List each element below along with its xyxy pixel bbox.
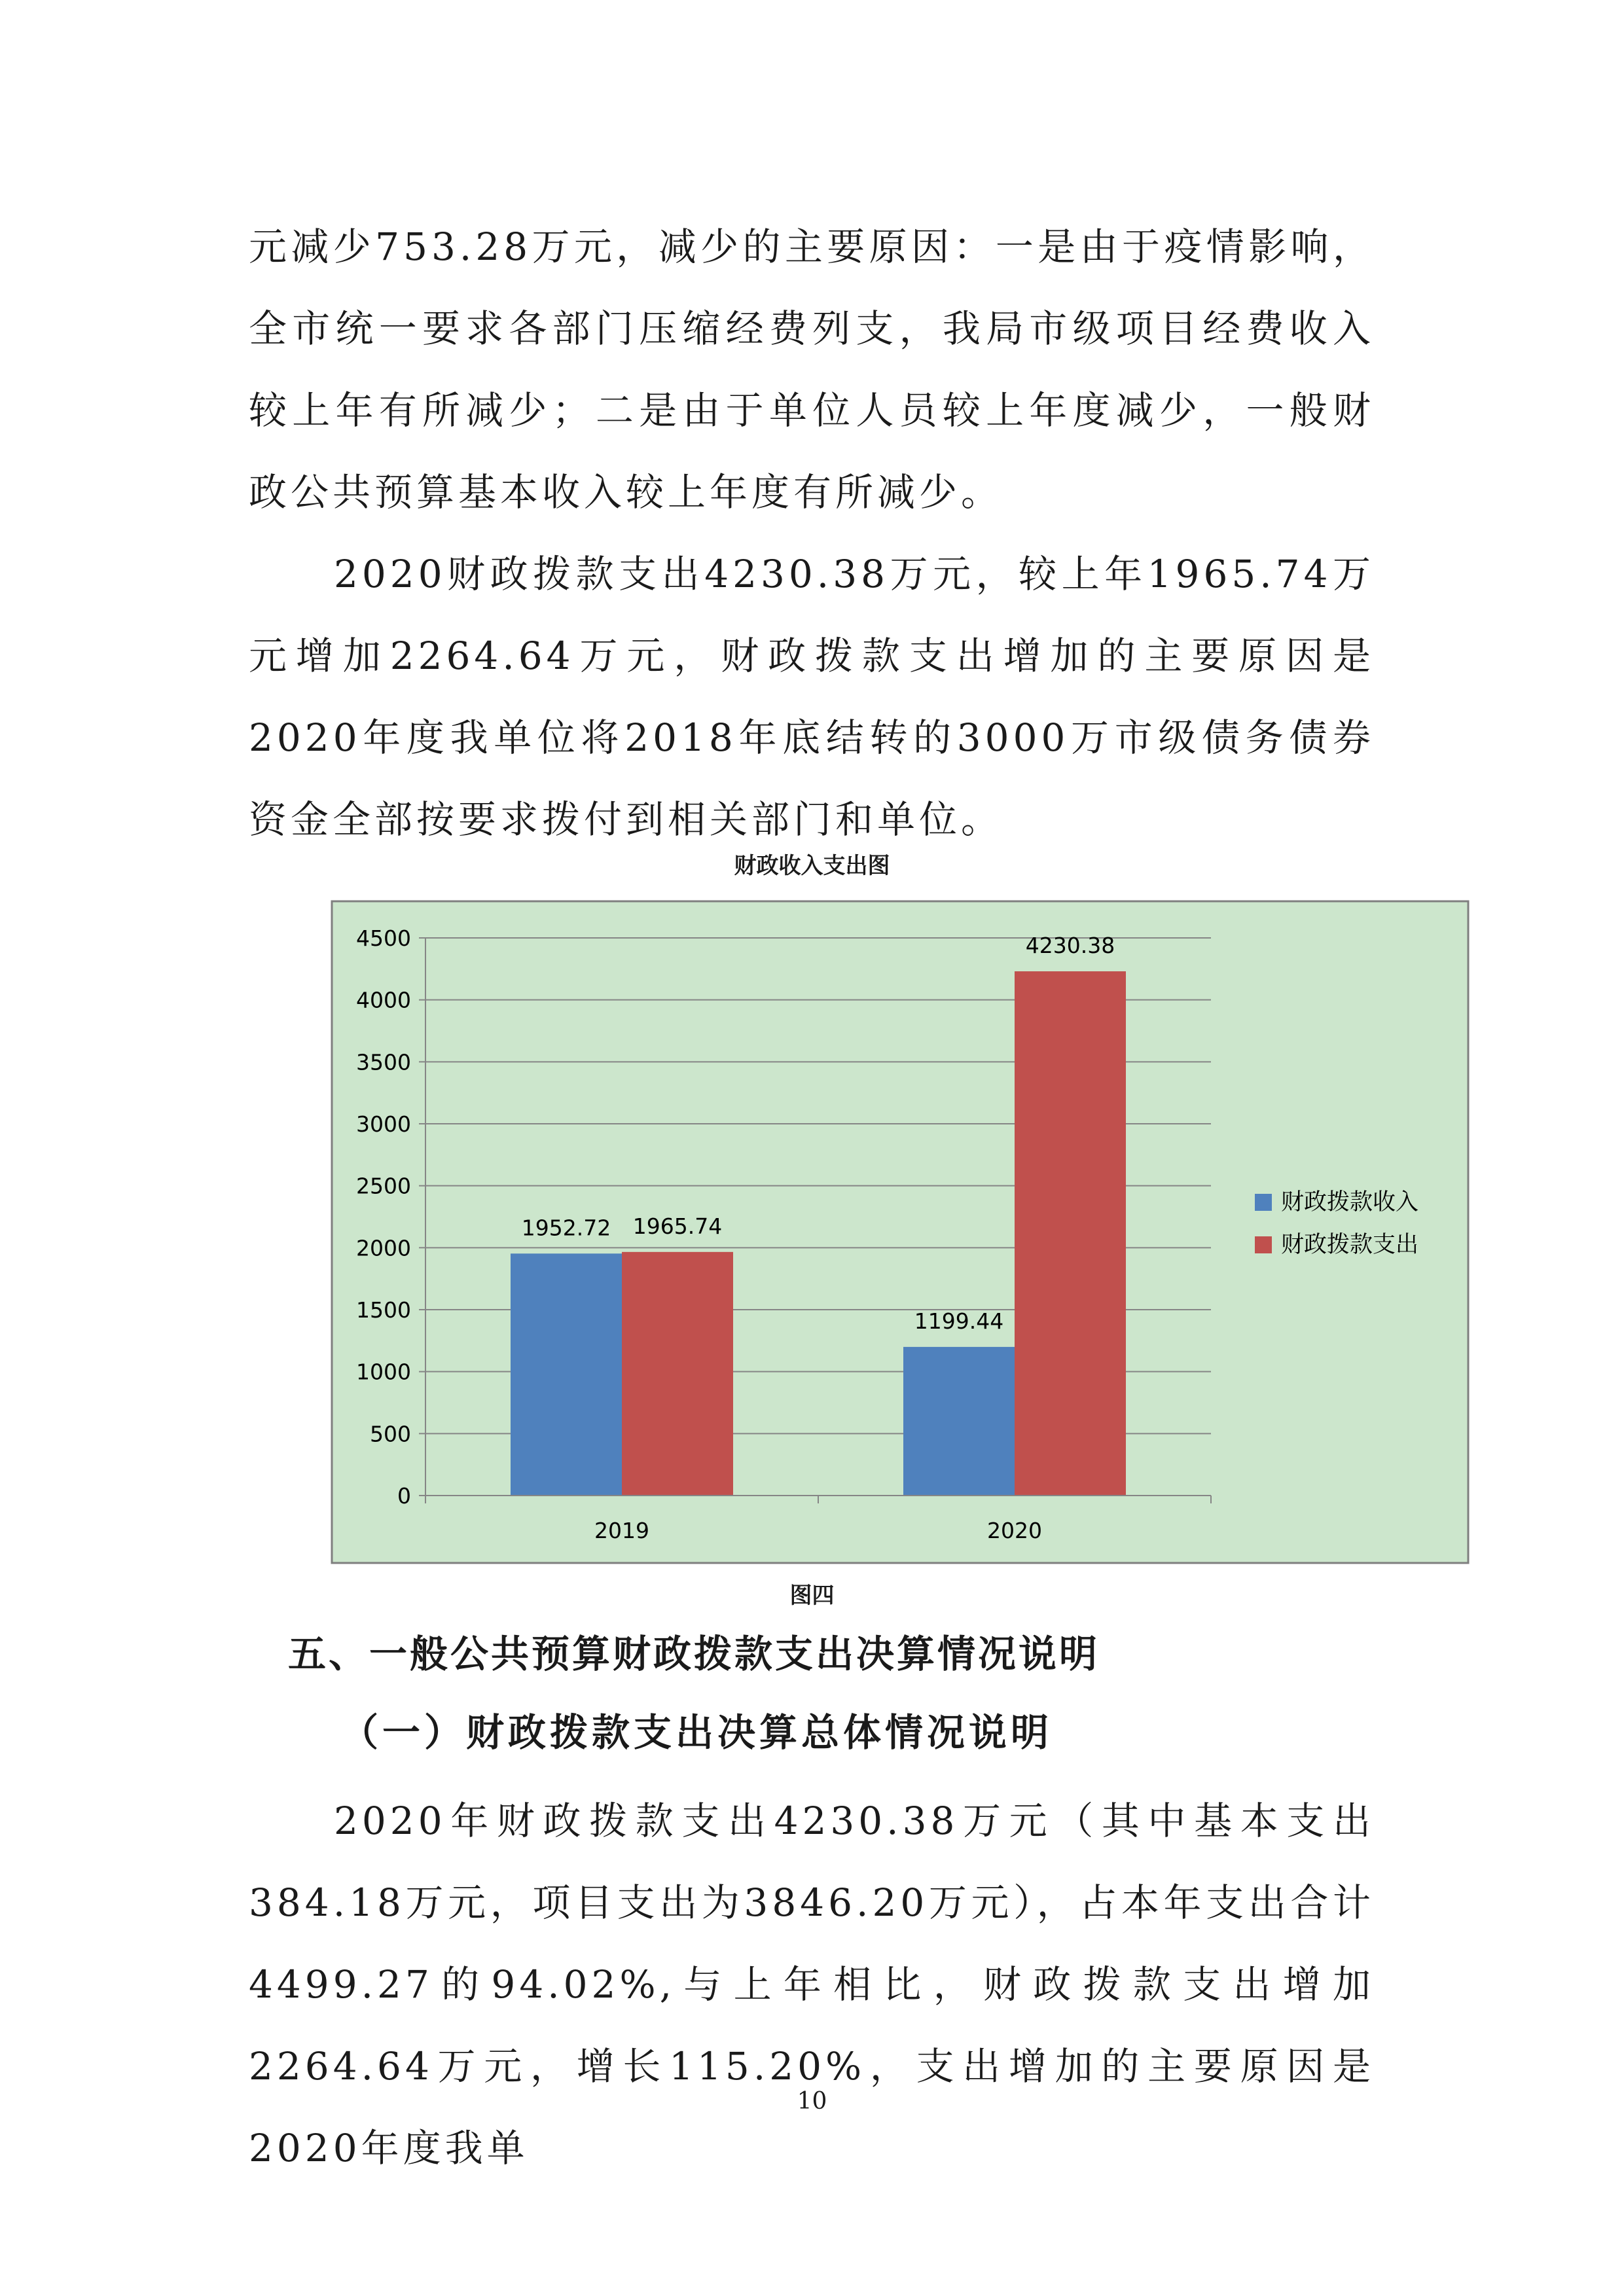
chart-caption: 图四: [789, 1583, 835, 1609]
x-tick-label: 2020: [987, 1518, 1042, 1543]
y-tick-label: 2500: [356, 1173, 411, 1199]
data-label: 1965.74: [632, 1213, 723, 1239]
sub-heading: （一）财政拨款支出决算总体情况说明: [340, 1710, 1053, 1755]
data-label: 1199.44: [914, 1308, 1004, 1334]
y-tick-label: 0: [397, 1483, 411, 1509]
paragraph-reduction-reasons: 元减少753.28万元，减少的主要原因：一是由于疫情影响，全市统一要求各部门压缩经费列支，我局市级项目经费收入较上年有所减少；二是由于单位人员较上年度减少，一般财政公共预算基本收入较上年度有所减少。: [249, 224, 1375, 514]
data-label: 1952.72: [521, 1215, 611, 1241]
y-tick-label: 3500: [356, 1049, 411, 1075]
y-tick-label: 4500: [356, 925, 411, 951]
section-heading: 五、一般公共预算财政拨款支出决算情况说明: [288, 1632, 1100, 1676]
bar-expense-2019: [622, 1252, 733, 1496]
y-tick-label: 500: [370, 1421, 411, 1447]
legend-label: 财政拨款收入: [1281, 1189, 1419, 1215]
bar-income-2020: [903, 1347, 1015, 1496]
y-tick-label: 3000: [356, 1111, 411, 1137]
paragraph-expenditure-increase: 2020财政拨款支出4230.38万元，较上年1965.74万元增加2264.64万元，财政拨款支出增加的主要原因是2020年度我单位将2018年底结转的3000万市级债务债券资金全部按要求拨付到相关部门和单位。: [249, 552, 1375, 842]
chart-title: 财政收入支出图: [734, 853, 890, 879]
bar-expense-2020: [1015, 971, 1126, 1496]
paragraph-expenditure-summary: 2020年财政拨款支出4230.38万元（其中基本支出384.18万元，项目支出为3846.20万元），占本年支出合计4499.27的94.02%,与上年相比，财政拨款支出增加2264.64万元，增长115.20%，支出增加的主要原因是2020年度我单: [249, 1799, 1375, 2170]
y-tick-label: 1000: [356, 1359, 411, 1385]
data-label: 4230.38: [1025, 933, 1115, 959]
bar-chart: [331, 900, 1470, 1564]
y-tick-label: 4000: [356, 987, 411, 1013]
x-tick-label: 2019: [594, 1518, 649, 1543]
legend-swatch: [1255, 1194, 1272, 1211]
page-number: 10: [797, 2088, 827, 2115]
y-tick-label: 1500: [356, 1297, 411, 1323]
legend-label: 财政拨款支出: [1281, 1232, 1419, 1258]
legend-swatch: [1255, 1236, 1272, 1253]
bar-income-2019: [511, 1253, 622, 1496]
y-tick-label: 2000: [356, 1235, 411, 1261]
